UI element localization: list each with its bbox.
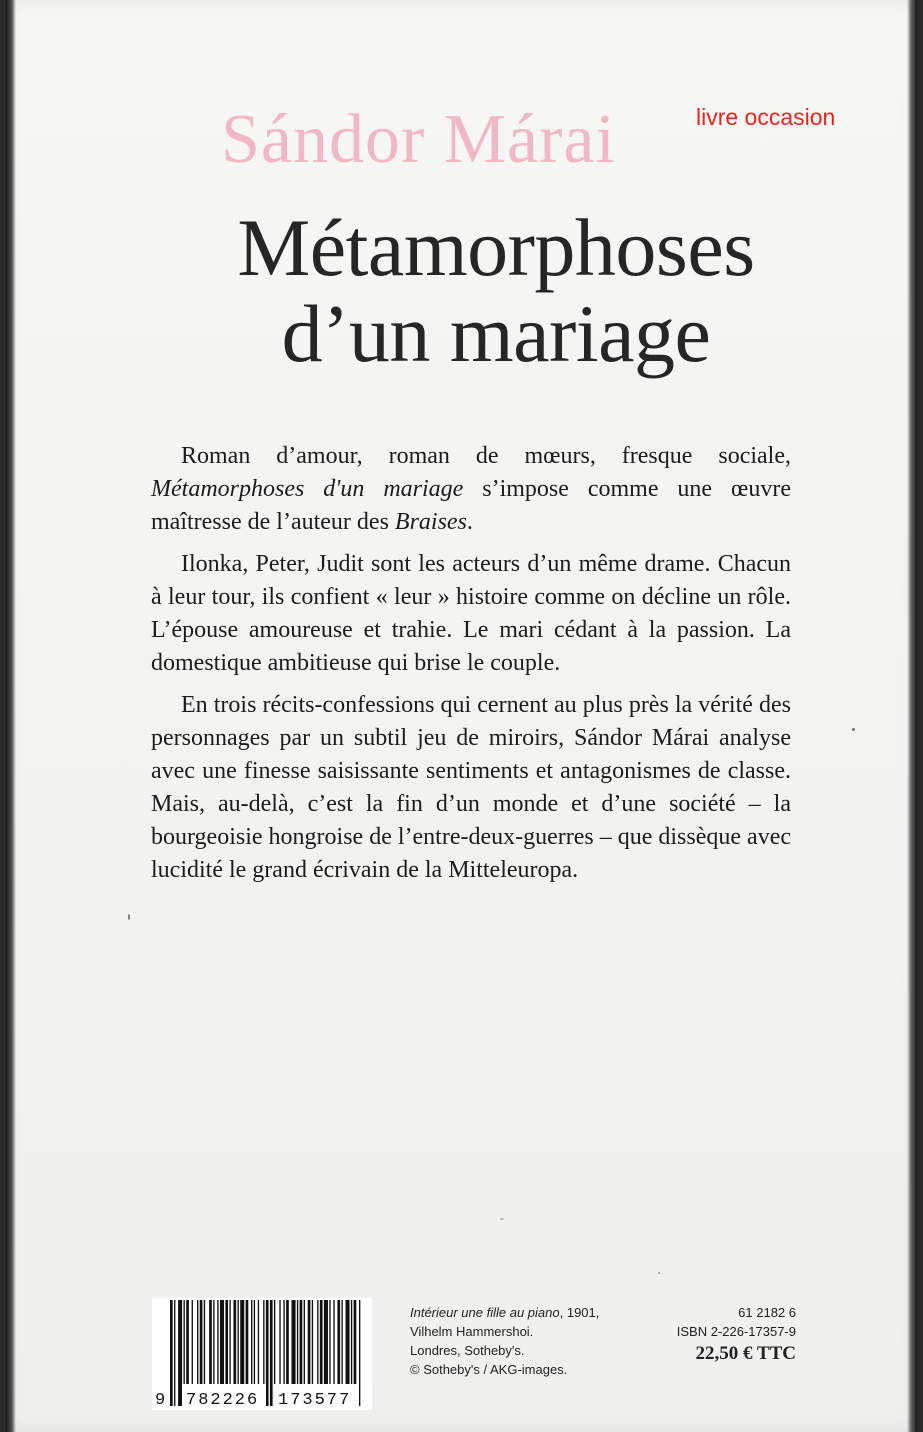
- synopsis-text: Roman d’amour, roman de mœurs, fresque sociale,: [181, 443, 791, 469]
- credit-line-1: [410, 1303, 599, 1322]
- cover-left-edge: [6, 0, 16, 1432]
- credit-line-2: Vilhelm Hammershoi.: [410, 1324, 534, 1339]
- barcode-bar: [270, 1300, 273, 1406]
- synopsis-paragraph-1: [151, 440, 791, 539]
- credit-line-4: © Sotheby's / AKG-images.: [410, 1362, 568, 1377]
- barcode-bar: [266, 1300, 269, 1406]
- cover-credits: [410, 1303, 599, 1379]
- barcode-bar: [178, 1300, 182, 1406]
- price-block: [644, 1303, 796, 1367]
- barcode-bar: [170, 1300, 173, 1406]
- used-book-label: livre occasion: [696, 104, 836, 130]
- title-line-1: Métamorphoses: [237, 202, 755, 293]
- cover-right-edge: [907, 0, 917, 1432]
- author-name: Sándor Márai: [221, 101, 616, 178]
- synopsis-text: s’impose comme une œuvre maîtresse de l’auteur des: [151, 476, 791, 535]
- synopsis-italic-title: Braises: [394, 509, 467, 535]
- barcode-digits-group-2: 173577: [278, 1391, 352, 1410]
- isbn-barcode: [152, 1298, 372, 1410]
- artwork-title: Intérieur une fille au piano: [410, 1305, 560, 1320]
- credit-line-3: Londres, Sotheby's.: [410, 1343, 525, 1358]
- synopsis-paragraph-2: Ilonka, Peter, Judit sont les acteurs d’un même drame. Chacun à leur tour, ils confient « leur » histoire comme on décline un rôle. L’épouse amoureuse et trahie. Le mari cédant à la passion. La domestique ambitieuse qui brise le couple.: [151, 551, 791, 676]
- product-code: 61 2182 6: [738, 1305, 796, 1320]
- barcode-bar: [174, 1300, 175, 1406]
- back-cover: [6, 0, 917, 1432]
- synopsis: [151, 440, 791, 896]
- title-line-2: d’un mariage: [281, 288, 711, 379]
- synopsis-text: .: [466, 509, 473, 535]
- synopsis-paragraph-3: En trois récits-confessions qui cernent au plus près la vérité des personnages par un subtil jeu de miroirs, Sándor Márai analyse avec une finesse saisissante sentiments et antagonismes de classe. Mais, au-delà, c’est la fin d’un monde et d’une société – la bourgeoisie hongroise de l’entre-deux-guerres – que dissèque avec lucidité le grand écrivain de la Mitteleuropa.: [151, 692, 791, 883]
- paper-speck: [500, 1218, 504, 1220]
- artwork-year: , 1901,: [559, 1305, 600, 1320]
- barcode-digit-first: 9: [155, 1391, 166, 1410]
- paper-speck: [658, 1272, 660, 1274]
- price: 22,50 € TTC: [695, 1343, 796, 1364]
- paper-speck: [852, 728, 855, 731]
- barcode-bar: [359, 1300, 360, 1406]
- paper-speck: [128, 914, 130, 920]
- book-title: [176, 202, 816, 379]
- synopsis-italic-title: Métamorphoses d'un mariage: [151, 476, 464, 502]
- isbn-number: ISBN 2-226-17357-9: [676, 1324, 796, 1339]
- barcode-digits-group-1: 782226: [186, 1391, 260, 1410]
